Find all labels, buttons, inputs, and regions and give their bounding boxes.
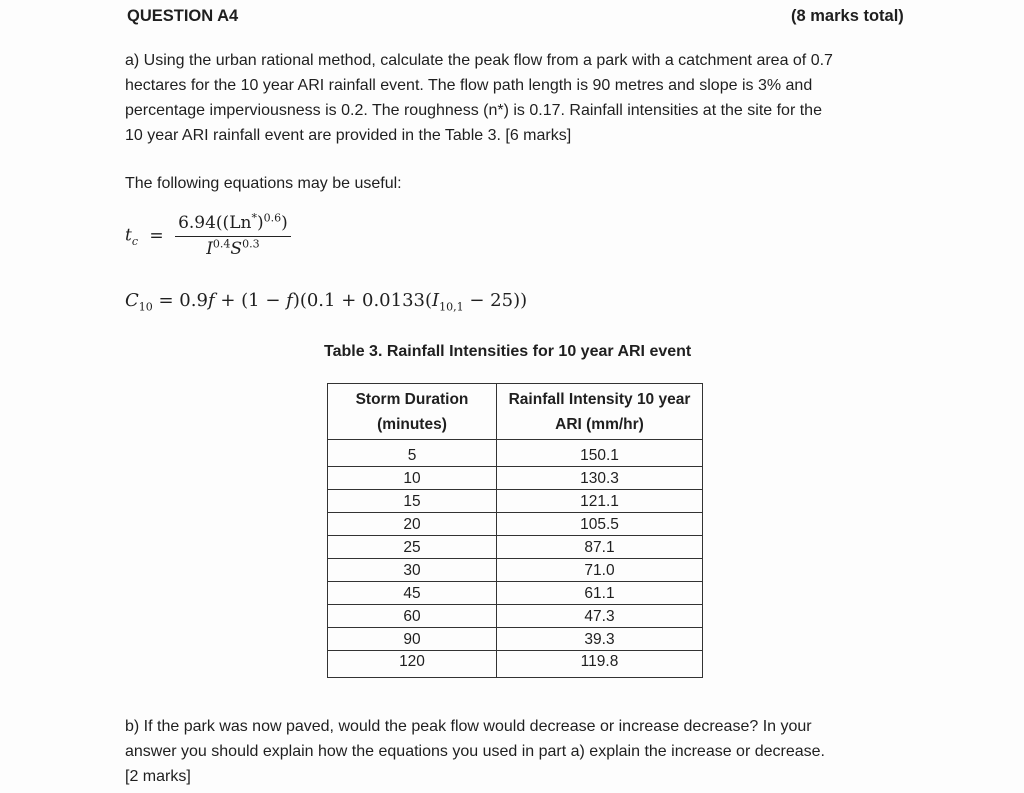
- duration-cell: 20: [328, 513, 497, 536]
- tc-fraction: [175, 213, 291, 259]
- part-b-line: [2 marks]: [125, 768, 191, 785]
- tc-symbol: t: [125, 225, 132, 246]
- intensity-cell: 61.1: [497, 582, 703, 605]
- table-row: [328, 605, 703, 628]
- duration-cell: 90: [328, 628, 497, 651]
- tc-subscript: c: [131, 234, 139, 248]
- part-b-line: b) If the park was now paved, would the peak flow would decrease or increase decrease? In your: [125, 718, 812, 735]
- tc-denominator: $I^{0.4}S^{0.3}$: [206, 237, 260, 259]
- duration-cell: 25: [328, 536, 497, 559]
- table-header-row: [328, 384, 703, 440]
- part-b-line: answer you should explain how the equations you used in part a) explain the increase or decrease.: [125, 743, 825, 760]
- tc-numerator: $6.94((Ln^*)^{0.6})$: [175, 213, 291, 237]
- duration-cell: 5: [328, 440, 497, 467]
- intensity-cell: 87.1: [497, 536, 703, 559]
- table-row: [328, 536, 703, 559]
- table-row: [328, 628, 703, 651]
- duration-cell: 45: [328, 582, 497, 605]
- part-a-line: percentage imperviousness is 0.2. The roughness (n*) is 0.17. Rainfall intensities at the site for the: [125, 102, 822, 119]
- part-a-text: [125, 48, 915, 148]
- intensity-cell: 105.5: [497, 513, 703, 536]
- part-b-text: [125, 714, 915, 789]
- table-row: [328, 513, 703, 536]
- equals-sign: =: [149, 225, 164, 246]
- header-duration: Storm Duration (minutes): [328, 384, 497, 440]
- intensity-cell: 71.0: [497, 559, 703, 582]
- duration-cell: 10: [328, 467, 497, 490]
- rainfall-table: [327, 383, 703, 678]
- table-row: [328, 467, 703, 490]
- intensity-cell: 130.3: [497, 467, 703, 490]
- question-marks: (8 marks total): [791, 7, 904, 25]
- part-a-line: hectares for the 10 year ARI rainfall event. The flow path length is 90 metres and slope is 3% and: [125, 77, 813, 94]
- table-row: [328, 440, 703, 467]
- intensity-cell: 119.8: [497, 651, 703, 678]
- intensity-cell: 121.1: [497, 490, 703, 513]
- duration-cell: 15: [328, 490, 497, 513]
- table-row: [328, 582, 703, 605]
- duration-cell: 30: [328, 559, 497, 582]
- header-intensity: Rainfall Intensity 10 year ARI (mm/hr): [497, 384, 703, 440]
- intensity-cell: 39.3: [497, 628, 703, 651]
- table-caption: Table 3. Rainfall Intensities for 10 year ARI event: [324, 343, 692, 360]
- table-row: [328, 490, 703, 513]
- part-a-line: 10 year ARI rainfall event are provided in the Table 3. [6 marks]: [125, 127, 572, 144]
- c10-equation: $C_{10} = 0.9f + (1 - f)(0.1 + 0.0133(I_{10,1} - 25))$: [125, 290, 528, 314]
- tc-equation: [125, 213, 291, 259]
- equations-intro: The following equations may be useful:: [125, 175, 402, 192]
- table-row: [328, 559, 703, 582]
- duration-cell: 120: [328, 651, 497, 678]
- question-title: QUESTION A4: [127, 7, 239, 25]
- intensity-cell: 47.3: [497, 605, 703, 628]
- intensity-cell: 150.1: [497, 440, 703, 467]
- part-a-line: a) Using the urban rational method, calculate the peak flow from a park with a catchment area of 0.7: [125, 52, 833, 69]
- table-row: [328, 651, 703, 678]
- duration-cell: 60: [328, 605, 497, 628]
